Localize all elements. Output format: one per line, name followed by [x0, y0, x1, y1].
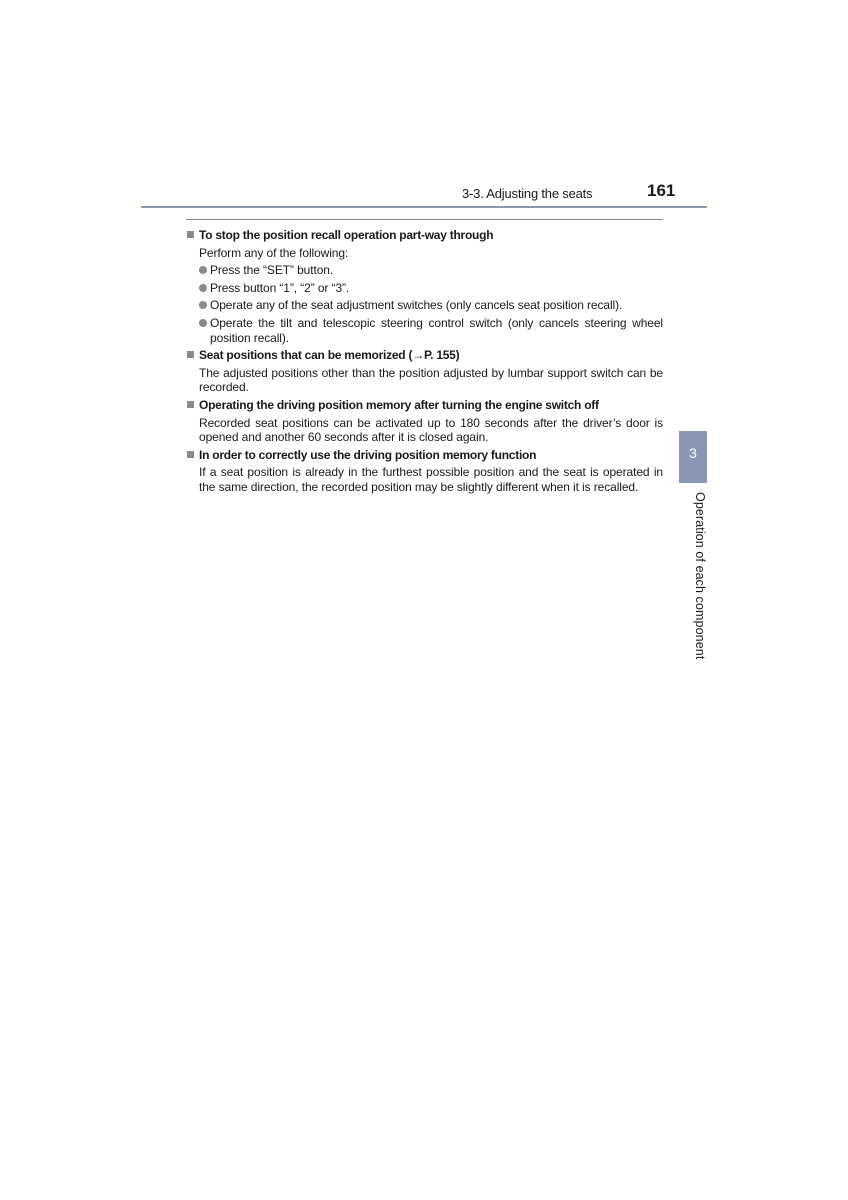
list-item — [186, 298, 663, 313]
list-item-text: Operate any of the seat adjustment switches (only cancels seat position recall). — [210, 298, 623, 313]
section-heading-text: Operating the driving position memory after turning the engine switch off — [199, 397, 599, 412]
chapter-number: 3 — [689, 445, 697, 461]
list-item — [186, 263, 663, 278]
chapter-label: Operation of each component — [693, 492, 707, 660]
page-content — [186, 228, 663, 498]
list-item — [186, 316, 663, 345]
square-bullet-icon — [187, 231, 194, 238]
section-stop-recall — [186, 228, 663, 345]
section-heading-text: Seat positions that can be memorized (→P. 155) — [199, 348, 460, 363]
round-bullet-icon — [199, 266, 207, 274]
list-item-text: Press button “1”, “2” or “3”. — [210, 280, 350, 295]
page-number: 161 — [647, 181, 676, 200]
section-body: Recorded seat positions can be activated up to 180 seconds after the driver’s door is opened and another 60 seconds after it is closed again. — [199, 415, 663, 445]
header-rule — [141, 206, 707, 208]
chapter-tab — [679, 431, 707, 483]
round-bullet-icon — [199, 284, 207, 292]
list-item — [186, 281, 663, 296]
section-engine-off — [186, 398, 663, 445]
list-item-text: Operate the tilt and telescopic steering control switch (only cancels steering wheel position recall). — [210, 315, 663, 345]
section-heading-text: To stop the position recall operation part-way through — [199, 228, 494, 242]
round-bullet-icon — [199, 319, 207, 327]
list-item-text: Press the “SET” button. — [210, 263, 334, 278]
section-correct-use — [186, 448, 663, 495]
round-bullet-icon — [199, 301, 207, 309]
section-intro: Perform any of the following: — [199, 245, 349, 260]
section-memorized-positions — [186, 348, 663, 395]
square-bullet-icon — [187, 451, 194, 458]
running-header-section-title: 3-3. Adjusting the seats — [462, 186, 593, 201]
section-body: If a seat position is already in the furthest possible position and the seat is operated in the same direction, the recorded position may be slightly different when it is recalled. — [199, 465, 663, 494]
section-heading — [186, 448, 663, 463]
content-top-rule — [186, 219, 663, 220]
section-heading — [186, 228, 663, 243]
section-heading-text: In order to correctly use the driving position memory function — [199, 447, 537, 462]
section-heading — [186, 348, 663, 363]
section-heading — [186, 398, 663, 413]
square-bullet-icon — [187, 401, 194, 408]
section-body: The adjusted positions other than the position adjusted by lumbar support switch can be recorded. — [199, 365, 663, 395]
square-bullet-icon — [187, 351, 194, 358]
